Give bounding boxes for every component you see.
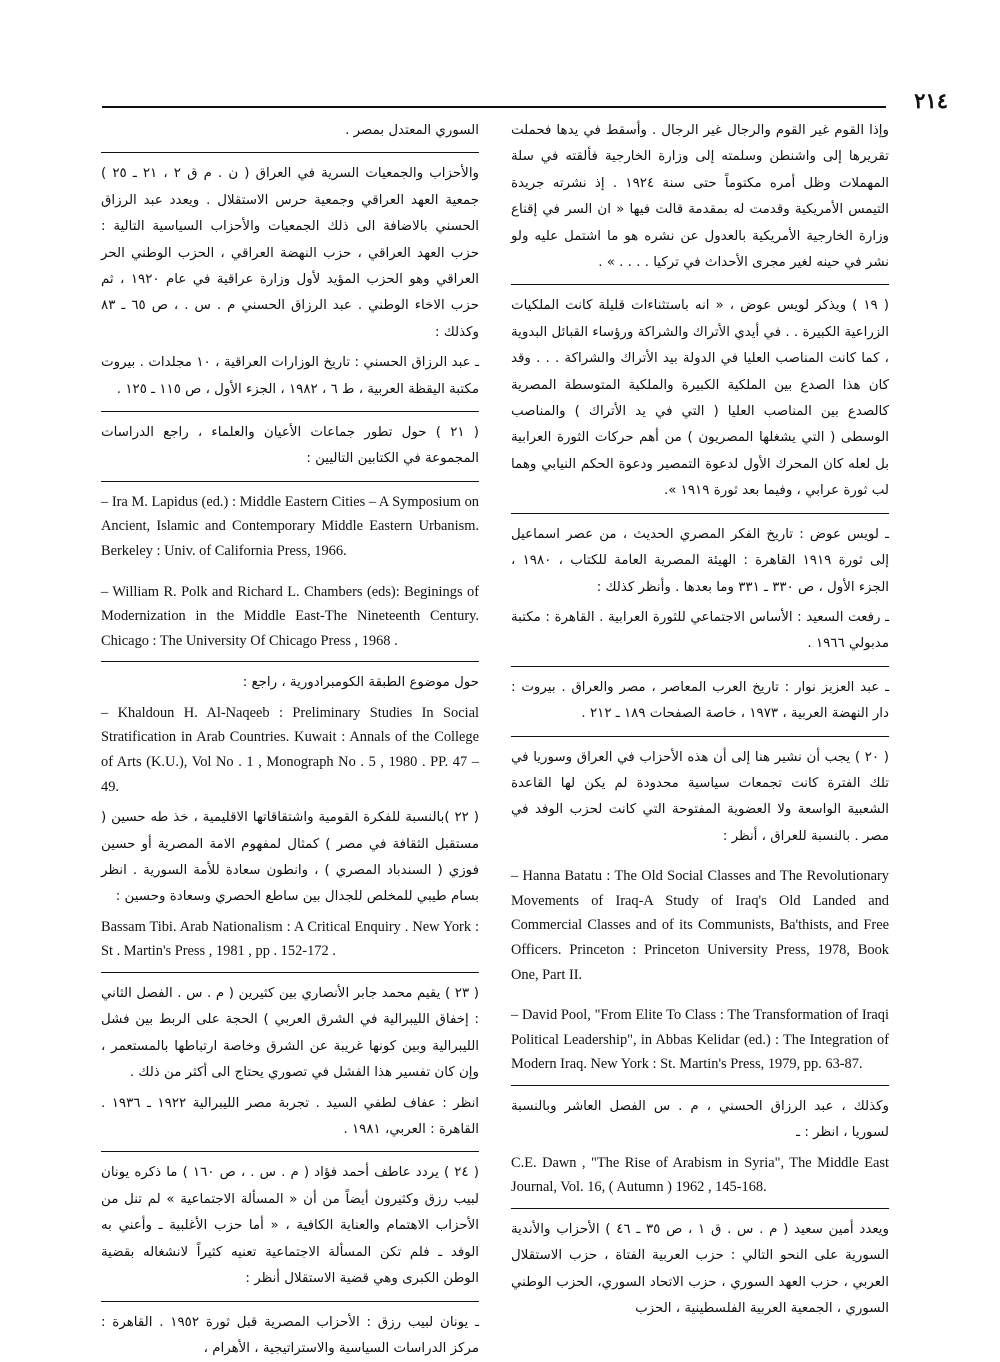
note-separator — [101, 661, 479, 662]
arabic-note-paragraph: ( ١٩ ) ويذكر لويس عوض ، « انه باستثناءات قليلة كانت الملكيات الزراعية الكبيرة . . في أيدي الأتراك والشراكة ورؤساء القبائل البدوية ، كما كانت المناصب العليا في الدولة بيد الأتراك والشراكة . . . وقد كان هذا الصدع بين الملكية الكبيرة والملكية المتوسطة المصرية كالصدع بين المناصب العليا ( التي في يد الأتراك ) والمناصب الوسطى ( التي يشغلها المصريون ) من أهم حركات الثورة العرابية بل لعله كان المحرك الأول لدعوة التمصير ودعوة الحكم النيابي وهما لب ثورة عرابي ، وفيما بعد ثورة ١٩١٩ ». — [511, 293, 889, 504]
header-rule — [102, 106, 886, 108]
english-citation: – Hanna Batatu : The Old Social Classes and The Revolutionary Movements of Iraq-A Study of Iraq's Old Landed and Commercial Classes and of its Communists, Ba'thists, and Free Officers. Princeton : Princeton University Press, 1978, Book One, Part II. — [511, 864, 889, 987]
note-separator — [511, 666, 889, 667]
arabic-note-paragraph: ويعدد أمين سعيد ( م . س . ق ١ ، ص ٣٥ ـ ٤٦ ) الأحزاب والأندية السورية على النحو التالي : حزب العربية الفتاة ، حزب الاستقلال العربي ، حزب العهد السوري ، حزب الاتحاد السوري، الحزب الوطني السوري ، الجمعية العربية الفلسطينية ، الحزب — [511, 1217, 889, 1323]
arabic-note-paragraph: ( ٢٠ ) يجب أن نشير هنا إلى أن هذه الأحزاب في العراق وسوريا في تلك الفترة كانت تجمعات سياسية محدودة لم يكن لها القاعدة الشعبية الواسعة ولا العضوية المفتوحة التي كانت لحزب الوفد في مصر . بالنسبة للعراق ، أنظر : — [511, 745, 889, 851]
note-separator — [101, 1301, 479, 1302]
english-citation: – William R. Polk and Richard L. Chambers (eds): Beginings of Modernization in the Middle East-The Nineteenth Century. Chicago : The University Of Chicago Press , 1968 . — [101, 580, 479, 654]
note-separator — [511, 736, 889, 737]
arabic-note-paragraph: والأحزاب والجمعيات السرية في العراق ( ن . م ق ٢ ، ٢١ ـ ٢٥ ) جمعية العهد العراقي وجمعية حرس الاستقلال . ويعدد عبد الرزاق الحسني بالاضافة الى ذلك الجمعيات والأحزاب السياسية التالية : حزب العهد العراقي ، حزب النهضة العراقي ، الحزب الوطني الحر العراقي وهو الحزب المؤيد لأول وزارة عراقية في عام ١٩٢٠ ، ثم حزب الاخاء الوطني . عبد الرزاق الحسني م . س . ، ص ٦٥ ـ ٨٣ وكذلك : — [101, 161, 479, 346]
left-column-notes — [101, 118, 479, 1330]
arabic-note-paragraph: ـ لويس عوض : تاريخ الفكر المصري الحديث ، من عصر اسماعيل إلى ثورة ١٩١٩ القاهرة : الهيئة المصرية العامة للكتاب ، ١٩٨٠ ، الجزء الأول ، ص ٣٣٠ ـ ٣٣١ وما بعدها . وأنظر كذلك : — [511, 522, 889, 601]
english-citation: – Ira M. Lapidus (ed.) : Middle Eastern Cities – A Symposium on Ancient, Islamic and Contemporary Middle Eastern Urbanism. Berkeley : Univ. of California Press, 1966. — [101, 490, 479, 564]
arabic-note-paragraph: ( ٢٢ )بالنسبة للفكرة القومية واشتقاقاتها الاقليمية ، خذ طه حسين ( مستقبل الثقافة في مصر ) كمثال لمفهوم الامة المصرية أو حسين فوزي ( السندباد المصري ) ، وانطون سعادة للأمة السورية . انظر بسام طيبي للمخلص للجدال بين ساطع الحصري وسعادة وحسين : — [101, 805, 479, 911]
arabic-note-paragraph: حول موضوع الطبقة الكومبرادورية ، راجع : — [101, 670, 479, 696]
english-citation: Bassam Tibi. Arab Nationalism : A Critical Enquiry . New York : St . Martin's Press , 1981 , pp . 152-172 . — [101, 915, 479, 964]
arabic-note-paragraph: ( ٢٤ ) يردد عاطف أحمد فؤاد ( م . س . ، ص ١٦٠ ) ما ذكره يونان لبيب رزق وكثيرون أيضاً من أن « المسألة الاجتماعية » لم تنل من الأحزاب الاهتمام والعناية الكافية ، « أما حزب الأغلبية ـ وأعني به الوفد ـ فلم تكن المسألة الاجتماعية تعنيه كثيراً لانشغاله بقضية الوطن الكبرى وهي قضية الاستقلال أنظر : — [101, 1160, 479, 1292]
note-separator — [101, 972, 479, 973]
arabic-note-paragraph: السوري المعتدل بمصر . — [101, 118, 479, 144]
note-separator — [101, 1151, 479, 1152]
arabic-note-paragraph: ـ عبد العزيز نوار : تاريخ العرب المعاصر ، مصر والعراق . بيروت : دار النهضة العربية ، ١٩٧٣ ، خاصة الصفحات ١٨٩ ـ ٢١٢ . — [511, 675, 889, 728]
note-separator — [101, 152, 479, 153]
note-separator — [511, 1085, 889, 1086]
arabic-note-paragraph: وكذلك ، عبد الرزاق الحسني ، م . س الفصل العاشر وبالنسبة لسوريا ، انظر : ـ — [511, 1094, 889, 1147]
english-citation: – David Pool, "From Elite To Class : The Transformation of Iraqi Political Leadership", in Abbas Kelidar (ed.) : The Integration of Modern Iraq. New York : St. Martin's Press, 1979, pp. 63-87. — [511, 1003, 889, 1077]
note-separator — [511, 513, 889, 514]
paragraph-gap — [511, 854, 889, 864]
note-separator — [511, 284, 889, 285]
english-citation: C.E. Dawn , "The Rise of Arabism in Syria", The Middle East Journal, Vol. 16, ( Autumn ) 1962 , 145-168. — [511, 1151, 889, 1200]
arabic-note-paragraph: ـ رفعت السعيد : الأساس الاجتماعي للثورة العرابية . القاهرة : مكتبة مدبولي ١٩٦٦ . — [511, 605, 889, 658]
page-number: ٢١٤ — [888, 88, 948, 113]
arabic-note-paragraph: ( ٢٣ ) يقيم محمد جابر الأنصاري بين كثيرين ( م . س . الفصل الثاني : إخفاق الليبرالية في الشرق العربي ) الحجة على الربط بين فشل الليبرالية وبين كونها غريبة عن الشرق وخاصة ارتباطها بالمستعمر ، وإن كان تفسير هذا الفشل في تصوري يحتاج الى أكثر من ذلك . — [101, 981, 479, 1087]
english-citation: – Khaldoun H. Al-Naqeeb : Preliminary Studies In Social Stratification in Arab Countries. Kuwait : Annals of the College of Arts (K.U.), Vol No . 1 , Monograph No . 5 , 1980 . PP. 47 – 49. — [101, 701, 479, 799]
arabic-note-paragraph: ـ يونان لبيب رزق : الأحزاب المصرية قبل ثورة ١٩٥٢ . القاهرة : مركز الدراسات السياسية والاستراتيجية ، الأهرام ، — [101, 1310, 479, 1362]
arabic-note-paragraph: انظر : عفاف لطفي السيد . تجربة مصر الليبرالية ١٩٢٢ ـ ١٩٣٦ . القاهرة : العربي، ١٩٨١ . — [101, 1091, 479, 1144]
paragraph-gap — [101, 570, 479, 580]
arabic-note-paragraph: وإذا القوم غير القوم والرجال غير الرجال . وأسقط في يدها فحملت تقريرها إلى واشنطن وسلمته إلى وزارة الخارجية فألقته في سلة المهملات وظل أمره مكتوماً حتى سنة ١٩٢٤ . إذ نشرته جريدة التيمس الأمريكية وقدمت له بمقدمة قالت فيها « ان السر في إقناع وزارة الخارجية الأمريكية بالعدول عن نشره هو ما اشتمل عليه ولو نشر في حينه لغير مجرى الأحداث في تركيا . . . . » . — [511, 118, 889, 276]
arabic-note-paragraph: ( ٢١ ) حول تطور جماعات الأعيان والعلماء ، راجع الدراسات المجموعة في الكتابين التاليين : — [101, 420, 479, 473]
note-separator — [511, 1208, 889, 1209]
note-separator — [101, 411, 479, 412]
paragraph-gap — [511, 993, 889, 1003]
note-separator — [101, 481, 479, 482]
right-column-notes — [511, 118, 889, 1330]
arabic-note-paragraph: ـ عبد الرزاق الحسني : تاريخ الوزارات العراقية ، ١٠ مجلدات . بيروت مكتبة اليقظة العربية ، ط ٦ ، ١٩٨٢ ، الجزء الأول ، ص ١١٥ ـ ١٢٥ . — [101, 350, 479, 403]
